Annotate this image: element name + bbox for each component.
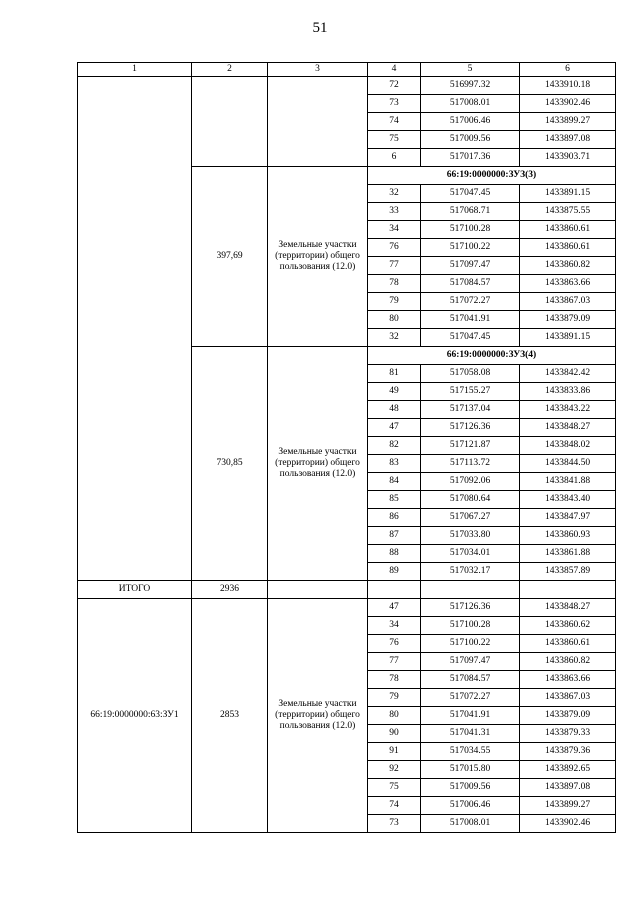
y-coordinate-cell: 1433848.27	[520, 419, 616, 437]
point-number-cell: 73	[368, 815, 421, 833]
point-number-cell: 86	[368, 509, 421, 527]
x-coordinate-cell: 516997.32	[421, 77, 520, 95]
y-coordinate-cell: 1433902.46	[520, 815, 616, 833]
y-coordinate-cell: 1433902.46	[520, 95, 616, 113]
cadastral-cell-empty	[78, 77, 192, 581]
area-cell-empty	[192, 77, 268, 167]
point-number-cell: 80	[368, 707, 421, 725]
page-number: 51	[312, 20, 328, 36]
use-cell-empty	[268, 77, 368, 167]
x-coordinate-cell: 517032.17	[421, 563, 520, 581]
total-value-cell: 2936	[192, 581, 268, 599]
y-coordinate-cell: 1433891.15	[520, 329, 616, 347]
y-coordinate-cell: 1433891.15	[520, 185, 616, 203]
y-coordinate-cell: 1433841.88	[520, 473, 616, 491]
x-coordinate-cell: 517033.80	[421, 527, 520, 545]
y-coordinate-cell: 1433867.03	[520, 293, 616, 311]
x-coordinate-cell: 517084.57	[421, 671, 520, 689]
point-number-cell: 87	[368, 527, 421, 545]
coordinates-table-body	[78, 63, 616, 833]
area-cell: 397,69	[192, 167, 268, 347]
table-row	[78, 77, 616, 95]
point-number-cell: 92	[368, 761, 421, 779]
empty-cell	[268, 581, 368, 599]
x-coordinate-cell: 517072.27	[421, 293, 520, 311]
x-coordinate-cell: 517008.01	[421, 815, 520, 833]
y-coordinate-cell: 1433843.40	[520, 491, 616, 509]
empty-cell	[421, 581, 520, 599]
header-cell: 2	[192, 63, 268, 77]
land-use-cell: Земельные участки (территории) общего пользования (12.0)	[268, 599, 368, 833]
x-coordinate-cell: 517092.06	[421, 473, 520, 491]
y-coordinate-cell: 1433860.61	[520, 635, 616, 653]
point-number-cell: 85	[368, 491, 421, 509]
x-coordinate-cell: 517008.01	[421, 95, 520, 113]
point-number-cell: 90	[368, 725, 421, 743]
cadastral-number-cell: 66:19:0000000:63:ЗУ1	[78, 599, 192, 833]
x-coordinate-cell: 517097.47	[421, 257, 520, 275]
y-coordinate-cell: 1433842.42	[520, 365, 616, 383]
point-number-cell: 82	[368, 437, 421, 455]
group-title-cell: 66:19:0000000:ЗУЗ(3)	[368, 167, 616, 185]
point-number-cell: 77	[368, 653, 421, 671]
total-label-cell: ИТОГО	[78, 581, 192, 599]
header-row	[78, 63, 616, 77]
area-cell: 730,85	[192, 347, 268, 581]
y-coordinate-cell: 1433897.08	[520, 131, 616, 149]
x-coordinate-cell: 517100.28	[421, 617, 520, 635]
point-number-cell: 79	[368, 689, 421, 707]
x-coordinate-cell: 517058.08	[421, 365, 520, 383]
point-number-cell: 6	[368, 149, 421, 167]
y-coordinate-cell: 1433910.18	[520, 77, 616, 95]
header-cell: 6	[520, 63, 616, 77]
y-coordinate-cell: 1433903.71	[520, 149, 616, 167]
point-number-cell: 78	[368, 275, 421, 293]
y-coordinate-cell: 1433867.03	[520, 689, 616, 707]
point-number-cell: 80	[368, 311, 421, 329]
y-coordinate-cell: 1433892.65	[520, 761, 616, 779]
y-coordinate-cell: 1433899.27	[520, 797, 616, 815]
y-coordinate-cell: 1433847.97	[520, 509, 616, 527]
y-coordinate-cell: 1433899.27	[520, 113, 616, 131]
x-coordinate-cell: 517009.56	[421, 131, 520, 149]
x-coordinate-cell: 517137.04	[421, 401, 520, 419]
coordinates-table	[77, 62, 616, 833]
point-number-cell: 47	[368, 599, 421, 617]
x-coordinate-cell: 517080.64	[421, 491, 520, 509]
x-coordinate-cell: 517015.80	[421, 761, 520, 779]
y-coordinate-cell: 1433879.09	[520, 707, 616, 725]
x-coordinate-cell: 517100.22	[421, 239, 520, 257]
land-use-cell: Земельные участки (территории) общего пользования (12.0)	[268, 167, 368, 347]
y-coordinate-cell: 1433860.82	[520, 653, 616, 671]
point-number-cell: 79	[368, 293, 421, 311]
header-cell: 1	[78, 63, 192, 77]
y-coordinate-cell: 1433844.50	[520, 455, 616, 473]
point-number-cell: 32	[368, 185, 421, 203]
x-coordinate-cell: 517100.28	[421, 221, 520, 239]
y-coordinate-cell: 1433857.89	[520, 563, 616, 581]
point-number-cell: 74	[368, 113, 421, 131]
point-number-cell: 75	[368, 779, 421, 797]
y-coordinate-cell: 1433848.27	[520, 599, 616, 617]
x-coordinate-cell: 517126.36	[421, 419, 520, 437]
x-coordinate-cell: 517034.01	[421, 545, 520, 563]
y-coordinate-cell: 1433860.82	[520, 257, 616, 275]
x-coordinate-cell: 517067.27	[421, 509, 520, 527]
y-coordinate-cell: 1433848.02	[520, 437, 616, 455]
point-number-cell: 77	[368, 257, 421, 275]
point-number-cell: 89	[368, 563, 421, 581]
x-coordinate-cell: 517126.36	[421, 599, 520, 617]
point-number-cell: 48	[368, 401, 421, 419]
y-coordinate-cell: 1433879.09	[520, 311, 616, 329]
y-coordinate-cell: 1433860.61	[520, 221, 616, 239]
total-row	[78, 581, 616, 599]
table-row	[78, 599, 616, 617]
x-coordinate-cell: 517041.91	[421, 707, 520, 725]
x-coordinate-cell: 517068.71	[421, 203, 520, 221]
x-coordinate-cell: 517100.22	[421, 635, 520, 653]
x-coordinate-cell: 517113.72	[421, 455, 520, 473]
x-coordinate-cell: 517041.91	[421, 311, 520, 329]
x-coordinate-cell: 517072.27	[421, 689, 520, 707]
y-coordinate-cell: 1433875.55	[520, 203, 616, 221]
y-coordinate-cell: 1433833.86	[520, 383, 616, 401]
point-number-cell: 76	[368, 239, 421, 257]
point-number-cell: 76	[368, 635, 421, 653]
x-coordinate-cell: 517041.31	[421, 725, 520, 743]
y-coordinate-cell: 1433897.08	[520, 779, 616, 797]
x-coordinate-cell: 517121.87	[421, 437, 520, 455]
header-cell: 3	[268, 63, 368, 77]
y-coordinate-cell: 1433860.62	[520, 617, 616, 635]
point-number-cell: 83	[368, 455, 421, 473]
x-coordinate-cell: 517155.27	[421, 383, 520, 401]
point-number-cell: 73	[368, 95, 421, 113]
header-cell: 4	[368, 63, 421, 77]
x-coordinate-cell: 517084.57	[421, 275, 520, 293]
y-coordinate-cell: 1433843.22	[520, 401, 616, 419]
point-number-cell: 47	[368, 419, 421, 437]
y-coordinate-cell: 1433863.66	[520, 671, 616, 689]
x-coordinate-cell: 517047.45	[421, 329, 520, 347]
header-cell: 5	[421, 63, 520, 77]
x-coordinate-cell: 517009.56	[421, 779, 520, 797]
point-number-cell: 74	[368, 797, 421, 815]
y-coordinate-cell: 1433879.36	[520, 743, 616, 761]
x-coordinate-cell: 517097.47	[421, 653, 520, 671]
y-coordinate-cell: 1433863.66	[520, 275, 616, 293]
x-coordinate-cell: 517017.36	[421, 149, 520, 167]
y-coordinate-cell: 1433860.61	[520, 239, 616, 257]
y-coordinate-cell: 1433879.33	[520, 725, 616, 743]
point-number-cell: 84	[368, 473, 421, 491]
y-coordinate-cell: 1433861.88	[520, 545, 616, 563]
x-coordinate-cell: 517006.46	[421, 113, 520, 131]
x-coordinate-cell: 517047.45	[421, 185, 520, 203]
point-number-cell: 33	[368, 203, 421, 221]
y-coordinate-cell: 1433860.93	[520, 527, 616, 545]
x-coordinate-cell: 517034.55	[421, 743, 520, 761]
point-number-cell: 72	[368, 77, 421, 95]
point-number-cell: 91	[368, 743, 421, 761]
x-coordinate-cell: 517006.46	[421, 797, 520, 815]
point-number-cell: 81	[368, 365, 421, 383]
point-number-cell: 34	[368, 221, 421, 239]
land-use-cell: Земельные участки (территории) общего пользования (12.0)	[268, 347, 368, 581]
point-number-cell: 49	[368, 383, 421, 401]
area-cell: 2853	[192, 599, 268, 833]
point-number-cell: 75	[368, 131, 421, 149]
point-number-cell: 78	[368, 671, 421, 689]
empty-cell	[368, 581, 421, 599]
empty-cell	[520, 581, 616, 599]
point-number-cell: 34	[368, 617, 421, 635]
point-number-cell: 32	[368, 329, 421, 347]
group-title-cell: 66:19:0000000:ЗУЗ(4)	[368, 347, 616, 365]
point-number-cell: 88	[368, 545, 421, 563]
